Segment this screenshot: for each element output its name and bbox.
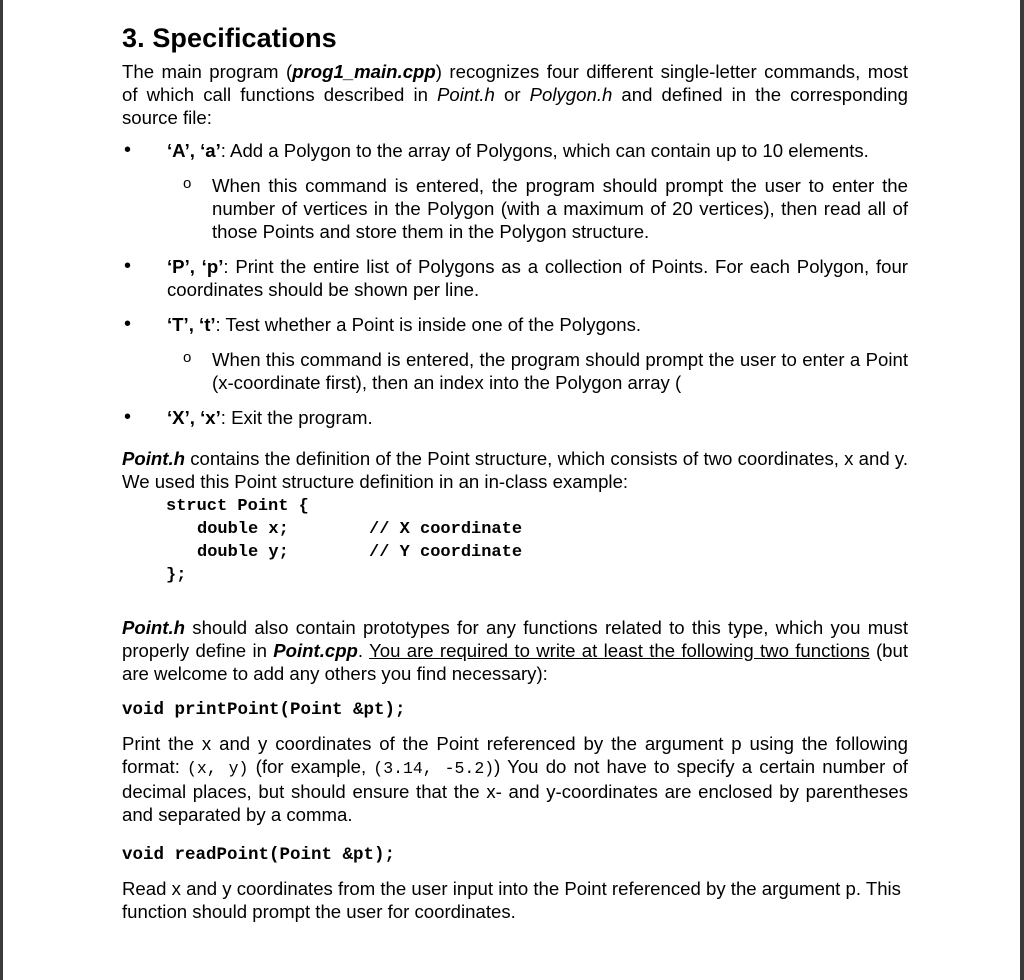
intro-text-3: or: [494, 84, 530, 105]
requirement-underlined: You are required to write at least the following two functions: [369, 640, 870, 661]
code-decl: double y;: [197, 543, 289, 562]
struct-code-block: [166, 495, 908, 587]
command-item-test: [122, 313, 908, 394]
right-window-edge: [1020, 0, 1024, 980]
desc-text: Print the x and y coordinates of the Point referenced by the argument p using the following format:: [122, 733, 908, 777]
sub-list: [167, 174, 908, 243]
read-point-description: Read x and y coordinates from the user input into the Point referenced by the argument p. This function should prompt the user for coordinates.: [122, 878, 901, 922]
code-comment: // X coordinate: [369, 520, 523, 539]
prototype-text-2: .: [357, 640, 370, 661]
command-keys: ‘X’, ‘x’: [167, 407, 221, 428]
intro-text-2: ) recognizes four different single-letter commands, most of which call functions described in: [122, 61, 908, 105]
code-line: [166, 518, 908, 541]
format-example: (3.14, -5.2): [373, 759, 495, 778]
section-title: 3. Specifications: [122, 23, 337, 53]
desc-text: ) You do not have to specify a certain number of decimal places, but should ensure that the x- and y-coordinates are enclosed by parentheses and separated by a comma.: [122, 756, 908, 825]
point-h-paragraph: [122, 447, 908, 493]
point-header-name: Point.h: [437, 84, 495, 105]
point-h-file: Point.h: [122, 448, 185, 469]
command-desc: : Exit the program.: [220, 407, 373, 428]
command-item-exit: [122, 406, 908, 429]
code-line: [166, 541, 908, 564]
point-cpp-file: Point.cpp: [273, 640, 358, 661]
command-desc: : Print the entire list of Polygons as a collection of Points. For each Polygon, four coordinates should be shown per line.: [167, 256, 908, 300]
intro-paragraph: [122, 60, 908, 129]
point-h-text: contains the definition of the Point structure, which consists of two coordinates, x and y. We used this Point structure definition in an in-class example:: [122, 448, 908, 492]
print-point-prototype: void printPoint(Point &pt);: [122, 700, 406, 720]
command-keys: ‘A’, ‘a’: [167, 140, 221, 161]
code-line: struct Point {: [166, 497, 309, 516]
code-comment: // Y coordinate: [369, 543, 523, 562]
desc-text: (for example,: [248, 756, 374, 777]
command-desc: : Test whether a Point is inside one of the Polygons.: [215, 314, 642, 335]
code-decl: double x;: [197, 520, 289, 539]
sub-item: o When this command is entered, the program should prompt the user to enter the number of vertices in the Polygon (with a maximum of 20 vertices), then read all of those Points and store them in the Polygon structure.: [167, 174, 908, 243]
document-page: [122, 22, 908, 923]
print-point-description: [122, 732, 908, 826]
intro-text-4: and defined in the corresponding source file:: [122, 84, 908, 128]
main-file-name: prog1_main.cpp: [292, 61, 436, 82]
prototype-text-3: (but are welcome to add any others you find necessary):: [122, 640, 908, 684]
sub-item: o When this command is entered, the program should prompt the user to enter a Point (x-coordinate first), then an index into the Polygon array (: [167, 348, 908, 394]
command-keys: ‘T’, ‘t’: [167, 314, 216, 335]
read-point-prototype: void readPoint(Point &pt);: [122, 845, 396, 865]
command-list: [122, 139, 908, 429]
prototype-text-1: should also contain prototypes for any functions related to this type, which you must properly define in: [122, 617, 908, 661]
prototype-paragraph: [122, 616, 908, 685]
left-window-edge: [0, 0, 3, 980]
code-line: };: [166, 566, 187, 585]
point-h-file: Point.h: [122, 617, 185, 638]
command-item-print: [122, 255, 908, 301]
polygon-header-name: Polygon.h: [529, 84, 613, 105]
command-keys: ‘P’, ‘p’: [167, 256, 224, 277]
format-example: (x, y): [187, 759, 249, 778]
command-desc: : Add a Polygon to the array of Polygons, which can contain up to 10 elements.: [220, 140, 869, 161]
intro-text-1: The main program (: [122, 61, 293, 82]
sub-list: [167, 348, 908, 394]
command-item-add: [122, 139, 908, 243]
